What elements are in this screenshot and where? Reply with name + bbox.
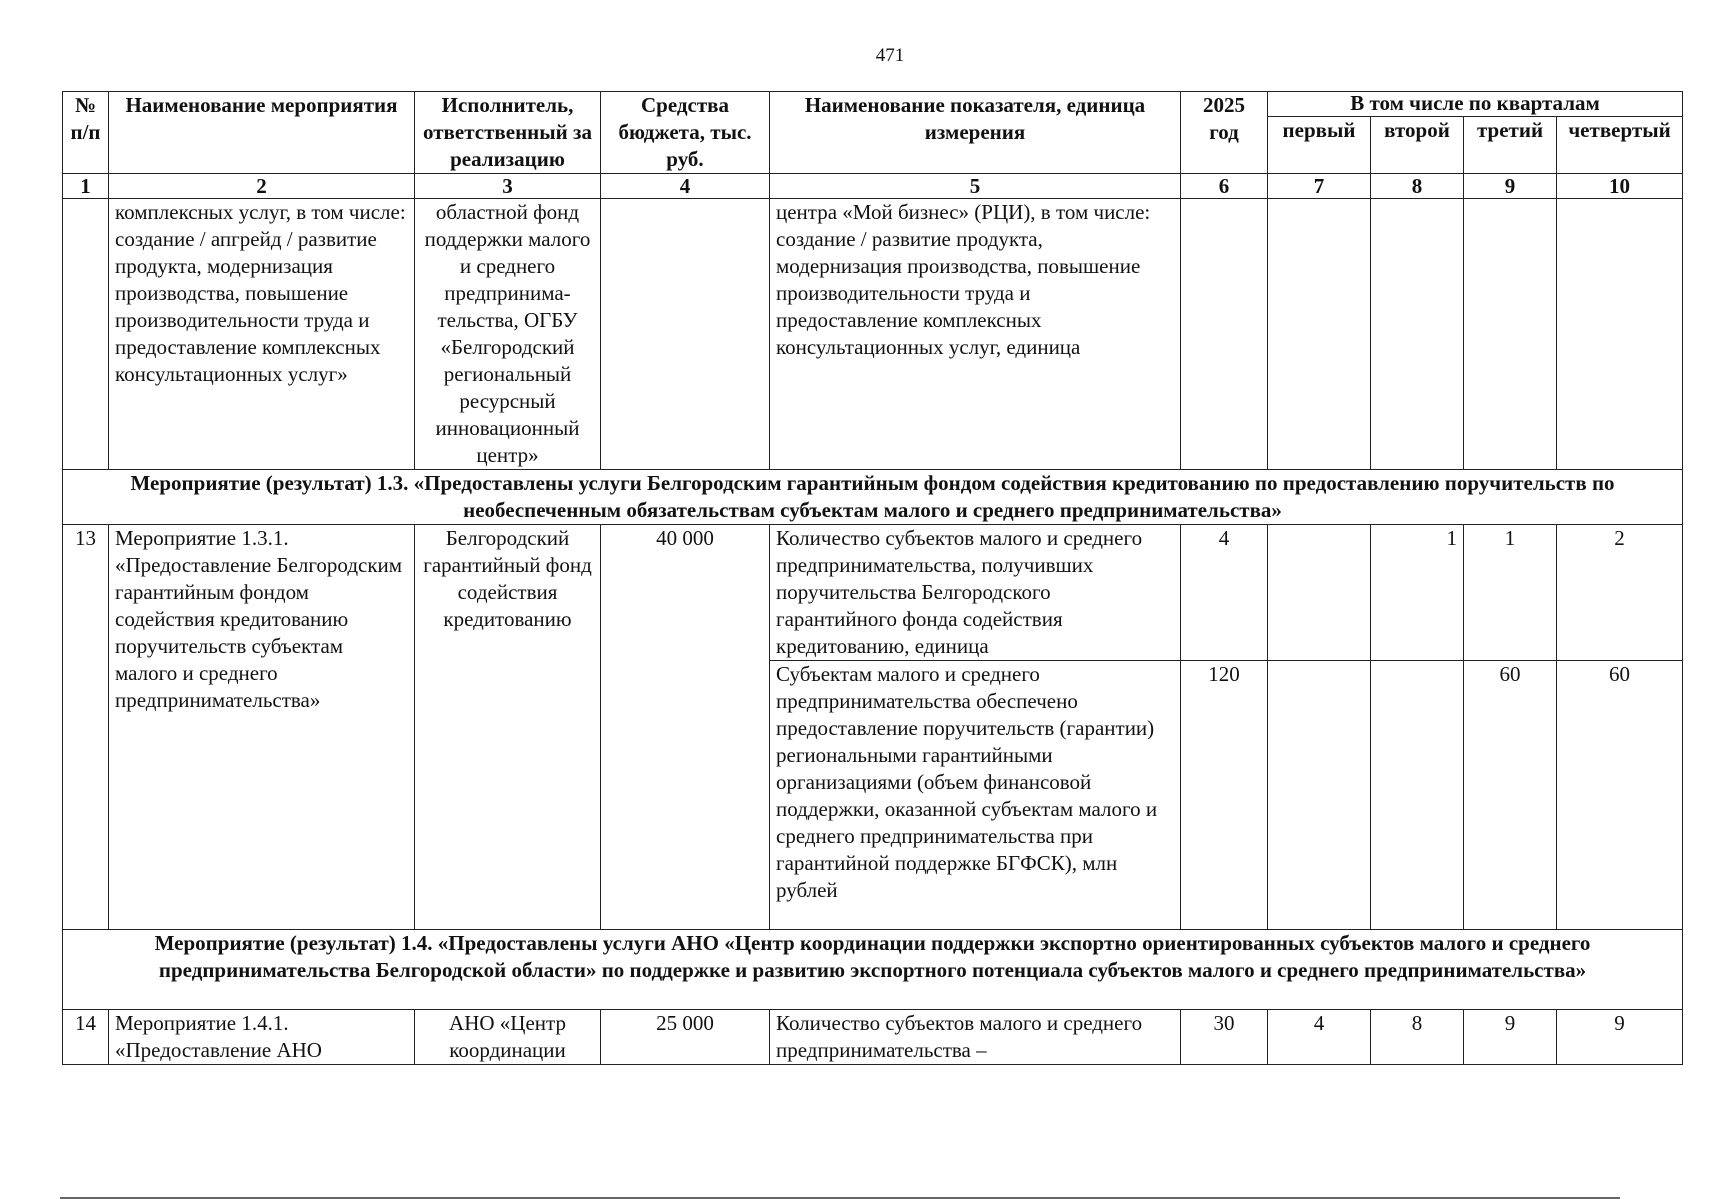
row-q2 [1371, 661, 1464, 930]
section-heading-1-3: Мероприятие (результат) 1.3. «Предоставлены услуги Белгородским гарантийным фондом содействия кредитованию по предоставлению поручительств по необеспеченным обязательствам субъектам малого и среднего предпринимательства» [63, 470, 1683, 525]
column-number: 1 [63, 174, 109, 199]
table-row-14 [63, 1010, 1683, 1065]
events-plan-table [62, 91, 1683, 1065]
row-year: 120 [1181, 661, 1268, 930]
column-number: 10 [1557, 174, 1683, 199]
column-number: 9 [1464, 174, 1557, 199]
column-number: 3 [415, 174, 601, 199]
header-year: 2025 год [1181, 92, 1268, 174]
row-year: 30 [1181, 1010, 1268, 1065]
row-event-name: Мероприятие 1.4.1. «Предоставление АНО [109, 1010, 415, 1065]
row-budget: 40 000 [601, 525, 770, 930]
row-q3 [1464, 199, 1557, 470]
header-num: № п/п [63, 92, 109, 174]
row-budget [601, 199, 770, 470]
table-row-13 [63, 525, 1683, 661]
row-event-name: Мероприятие 1.3.1. «Предоставление Белгородским гарантийным фондом содействия кредитованию поручительств субъектам малого и среднего предпринимательства» [109, 525, 415, 930]
header-q2: второй [1371, 117, 1464, 174]
header-q4: четвертый [1557, 117, 1683, 174]
header-q3: третий [1464, 117, 1557, 174]
column-number-row [63, 174, 1683, 199]
row-q4: 60 [1557, 661, 1683, 930]
section-row-1-3 [63, 470, 1683, 525]
page-number: 471 [875, 45, 905, 66]
row-year: 4 [1181, 525, 1268, 661]
header-q1: первый [1268, 117, 1371, 174]
header-quarters: В том числе по кварталам [1268, 92, 1683, 117]
section-heading-1-4: Мероприятие (результат) 1.4. «Предоставлены услуги АНО «Центр координации поддержки экспортно ориентированных субъектов малого и среднего предпринимательства Белгородской области» по поддержке и развитию экспортного потенциала субъектов малого и среднего предпринимательства» [63, 930, 1683, 1010]
row-num [63, 199, 109, 470]
table-row-continuation [63, 199, 1683, 470]
column-number: 2 [109, 174, 415, 199]
row-q3: 1 [1464, 525, 1557, 661]
row-q1 [1268, 661, 1371, 930]
header-executor: Исполнитель, ответственный за реализацию [415, 92, 601, 174]
header-indicator: Наименование показателя, единица измерения [770, 92, 1181, 174]
row-budget: 25 000 [601, 1010, 770, 1065]
row-q2 [1371, 199, 1464, 470]
row-executor: областной фонд поддержки малого и среднего предпринима-тельства, ОГБУ «Белгородский региональный ресурсный инновационный центр» [415, 199, 601, 470]
row-executor: Белгородский гарантийный фонд содействия кредитованию [415, 525, 601, 930]
row-indicator: Количество субъектов малого и среднего предпринимательства – [770, 1010, 1181, 1065]
column-number: 8 [1371, 174, 1464, 199]
row-indicator: центра «Мой бизнес» (РЦИ), в том числе: создание / развитие продукта, модернизация производства, повышение производительности труда и предоставление комплексных консультационных услуг, единица [770, 199, 1181, 470]
header-event-name: Наименование мероприятия [109, 92, 415, 174]
row-indicator: Субъектам малого и среднего предпринимательства обеспечено предоставление поручительств (гарантии) региональными гарантийными организациями (объем финансовой поддержки, оказанной субъектам малого и среднего предпринимательства при гарантийной поддержке БГФСК), млн рублей [770, 661, 1181, 930]
row-q3: 60 [1464, 661, 1557, 930]
row-event-name: комплексных услуг, в том числе: создание / апгрейд / развитие продукта, модернизация производства, повышение производительности труда и предоставление комплексных консультационных услуг» [109, 199, 415, 470]
column-number: 4 [601, 174, 770, 199]
row-q3: 9 [1464, 1010, 1557, 1065]
row-q1 [1268, 525, 1371, 661]
row-num: 14 [63, 1010, 109, 1065]
row-q4: 9 [1557, 1010, 1683, 1065]
header-row [63, 92, 1683, 117]
section-row-1-4 [63, 930, 1683, 1010]
header-budget: Средства бюджета, тыс. руб. [601, 92, 770, 174]
row-q1 [1268, 199, 1371, 470]
row-q4 [1557, 199, 1683, 470]
column-number: 7 [1268, 174, 1371, 199]
row-q1: 4 [1268, 1010, 1371, 1065]
row-year [1181, 199, 1268, 470]
scan-edge-line [60, 1197, 1620, 1199]
row-q4: 2 [1557, 525, 1683, 661]
row-executor: АНО «Центр координации [415, 1010, 601, 1065]
column-number: 6 [1181, 174, 1268, 199]
column-number: 5 [770, 174, 1181, 199]
row-indicator: Количество субъектов малого и среднего предпринимательства, получивших поручительства Белгородского гарантийного фонда содействия кредитованию, единица [770, 525, 1181, 661]
row-num: 13 [63, 525, 109, 930]
row-q2: 1 [1371, 525, 1464, 661]
row-q2: 8 [1371, 1010, 1464, 1065]
